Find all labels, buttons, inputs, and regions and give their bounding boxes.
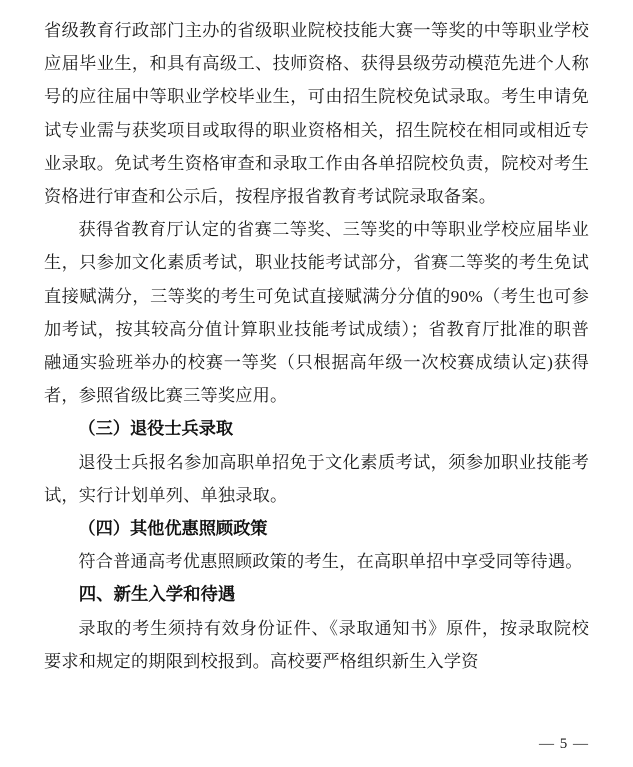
paragraph-5: 录取的考生须持有效身份证件、《录取通知书》原件，按录取院校要求和规定的期限到校报到。高校要严格组织新生入学资 [44, 618, 589, 671]
paragraph-1: 省级教育行政部门主办的省级职业院校技能大赛一等奖的中等职业学校应届毕业生，和具有高级工、技师资格、获得县级劳动模范先进个人称号的应往届中等职业学校毕业生，可由招生院校免试录取。考生申请免试专业需与获奖项目或取得的职业资格相关，招生院校在相同或相近专业录取。免试考生资格审查和录取工作由各单招院校负责，院校对考生资格进行审查和公示后，按程序报省教育考试院录取备案。 [44, 21, 589, 207]
paragraph-4: 符合普通高考优惠照顾政策的考生，在高职单招中享受同等待遇。 [78, 552, 583, 572]
paragraph-2: 获得省教育厅认定的省赛二等奖、三等奖的中等职业学校应届毕业生，只参加文化素质考试，职业技能考试部分，省赛二等奖的考生免试直接赋满分，三等奖的考生可免试直接赋满分分值的90%（考生也可参加考试，按其较高分值计算职业技能考试成绩）；省教育厅批准的职普融通实验班举办的校赛一等奖（只根据高年级一次校赛成绩认定)获得者，参照省级比赛三等奖应用。 [44, 220, 589, 406]
section-heading-three: （三）退役士兵录取 [78, 419, 234, 439]
page-number: — 5 — [539, 736, 589, 752]
section-heading-four: （四）其他优惠照顾政策 [78, 519, 268, 539]
chapter-heading-four: 四、新生入学和待遇 [78, 584, 236, 605]
paragraph-3: 退役士兵报名参加高职单招免于文化素质考试，须参加职业技能考试，实行计划单列、单独录取。 [44, 452, 589, 505]
